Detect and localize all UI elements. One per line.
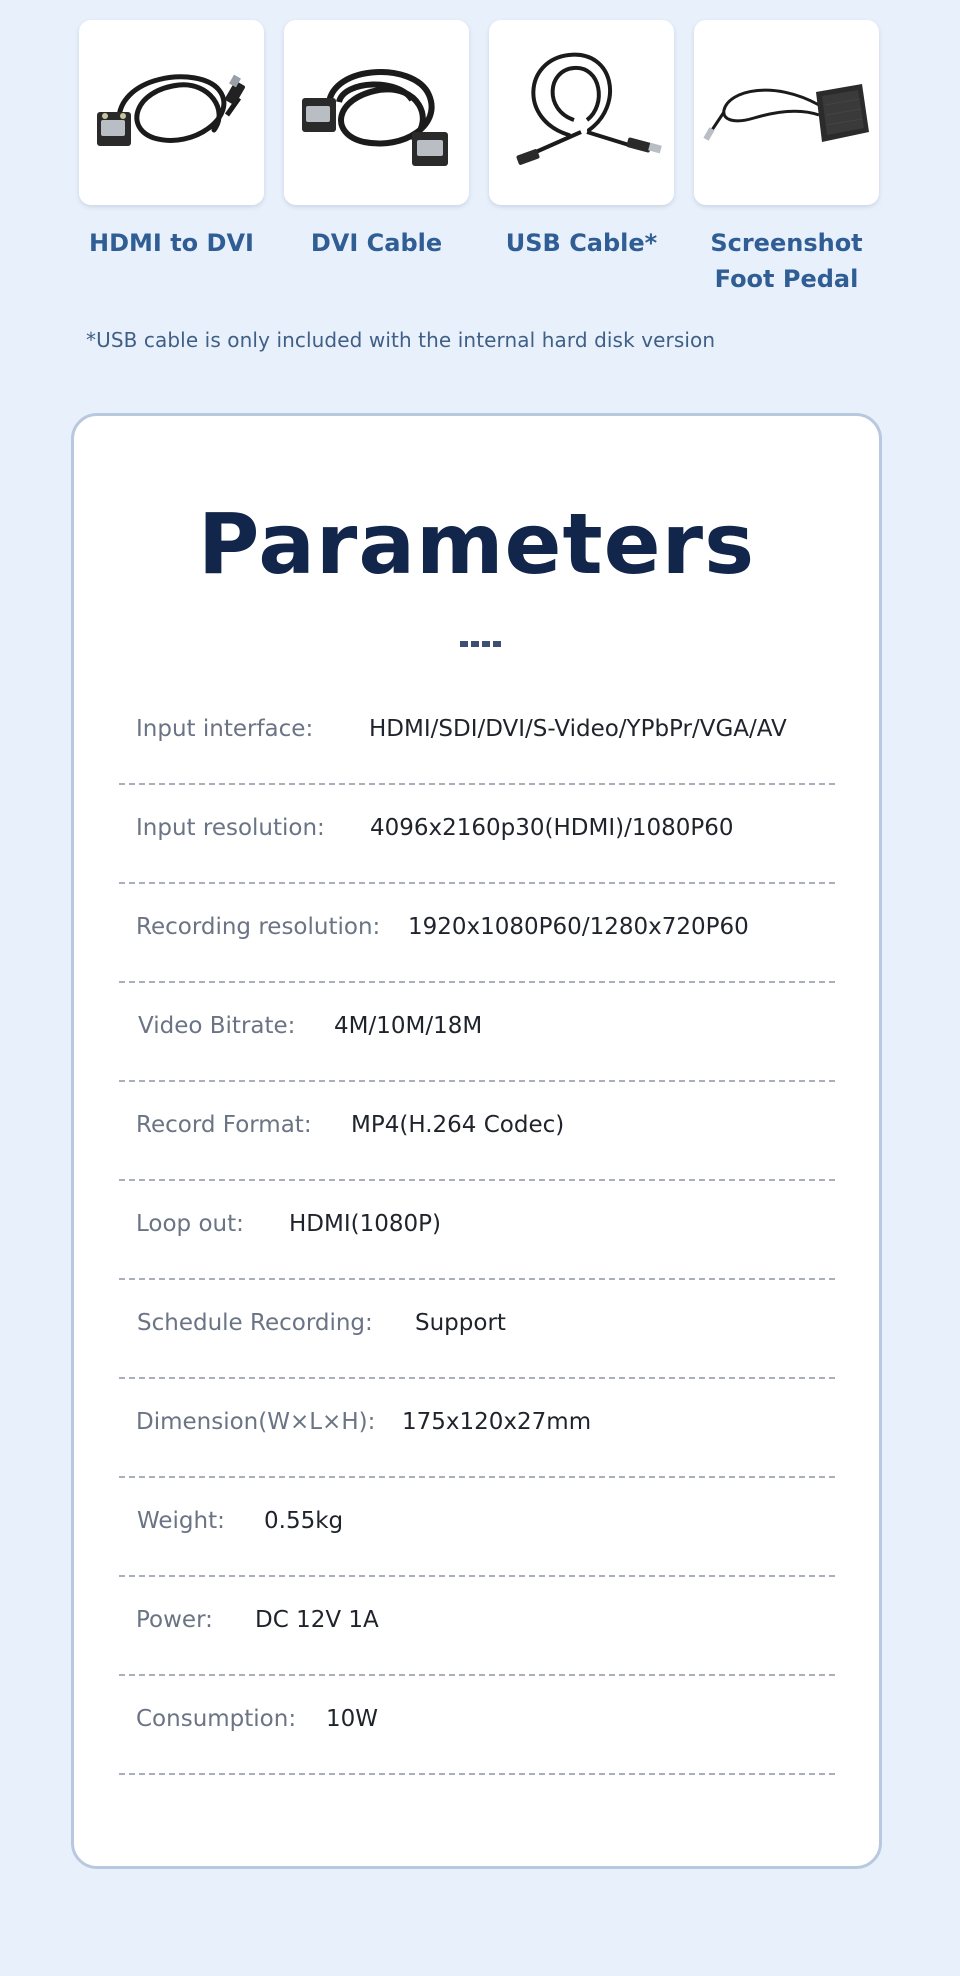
param-row-consumption <box>119 1676 835 1775</box>
param-label: Input resolution: <box>136 815 325 841</box>
param-label: Input interface: <box>136 716 314 742</box>
parameters-card <box>71 413 882 1869</box>
param-row-input-resolution <box>119 785 835 884</box>
accessory-label: HDMI to DVI <box>89 229 254 257</box>
param-label: Record Format: <box>136 1112 312 1138</box>
accessory-label: Screenshot Foot Pedal <box>710 229 863 293</box>
param-row-weight <box>119 1478 835 1577</box>
param-label: Loop out: <box>136 1211 244 1237</box>
title-divider-dots <box>460 641 501 647</box>
usb-cable-footnote: *USB cable is only included with the internal hard disk version <box>86 328 716 352</box>
accessory-hdmi-to-dvi <box>79 20 264 261</box>
accessories-row <box>79 20 879 295</box>
accessory-image-card <box>79 20 264 205</box>
param-row-dimension <box>119 1379 835 1478</box>
param-value: 0.55kg <box>264 1508 344 1534</box>
param-value: MP4(H.264 Codec) <box>351 1112 565 1138</box>
parameters-title: Parameters <box>197 495 756 593</box>
accessory-label: DVI Cable <box>310 229 443 257</box>
accessory-dvi-cable <box>284 20 469 261</box>
param-label: Weight: <box>137 1508 225 1534</box>
param-row-record-format <box>119 1082 835 1181</box>
param-row-schedule-recording <box>119 1280 835 1379</box>
accessory-foot-pedal <box>694 20 879 297</box>
param-row-loop-out <box>119 1181 835 1280</box>
param-row-input-interface <box>119 686 835 785</box>
param-label: Recording resolution: <box>136 914 381 940</box>
param-label: Dimension(W×L×H): <box>136 1409 376 1435</box>
param-row-video-bitrate <box>119 983 835 1082</box>
divider-dot <box>493 641 501 647</box>
accessory-usb-cable <box>489 20 674 261</box>
param-value: 4096x2160p30(HDMI)/1080P60 <box>370 815 734 841</box>
foot-pedal-icon <box>694 20 879 205</box>
hdmi-to-dvi-cable-icon <box>79 20 264 205</box>
param-label: Consumption: <box>136 1706 297 1732</box>
param-value: HDMI/SDI/DVI/S-Video/YPbPr/VGA/AV <box>369 716 787 742</box>
param-value: 1920x1080P60/1280x720P60 <box>408 914 749 940</box>
accessory-image-card <box>694 20 879 205</box>
param-row-power <box>119 1577 835 1676</box>
param-label: Schedule Recording: <box>137 1310 373 1336</box>
param-label: Video Bitrate: <box>138 1013 296 1039</box>
accessory-image-card <box>489 20 674 205</box>
accessory-image-card <box>284 20 469 205</box>
param-value: HDMI(1080P) <box>289 1211 441 1237</box>
divider-dot <box>471 641 479 647</box>
param-row-recording-resolution <box>119 884 835 983</box>
dvi-cable-icon <box>284 20 469 205</box>
param-value: 10W <box>326 1706 379 1732</box>
accessory-label: USB Cable* <box>505 229 658 257</box>
param-label: Power: <box>136 1607 213 1633</box>
divider-dot <box>460 641 468 647</box>
usb-cable-icon <box>489 20 674 205</box>
divider-dot <box>482 641 490 647</box>
param-value: 175x120x27mm <box>402 1409 592 1435</box>
param-value: DC 12V 1A <box>255 1607 379 1633</box>
param-value: Support <box>415 1310 506 1336</box>
param-value: 4M/10M/18M <box>334 1013 483 1039</box>
